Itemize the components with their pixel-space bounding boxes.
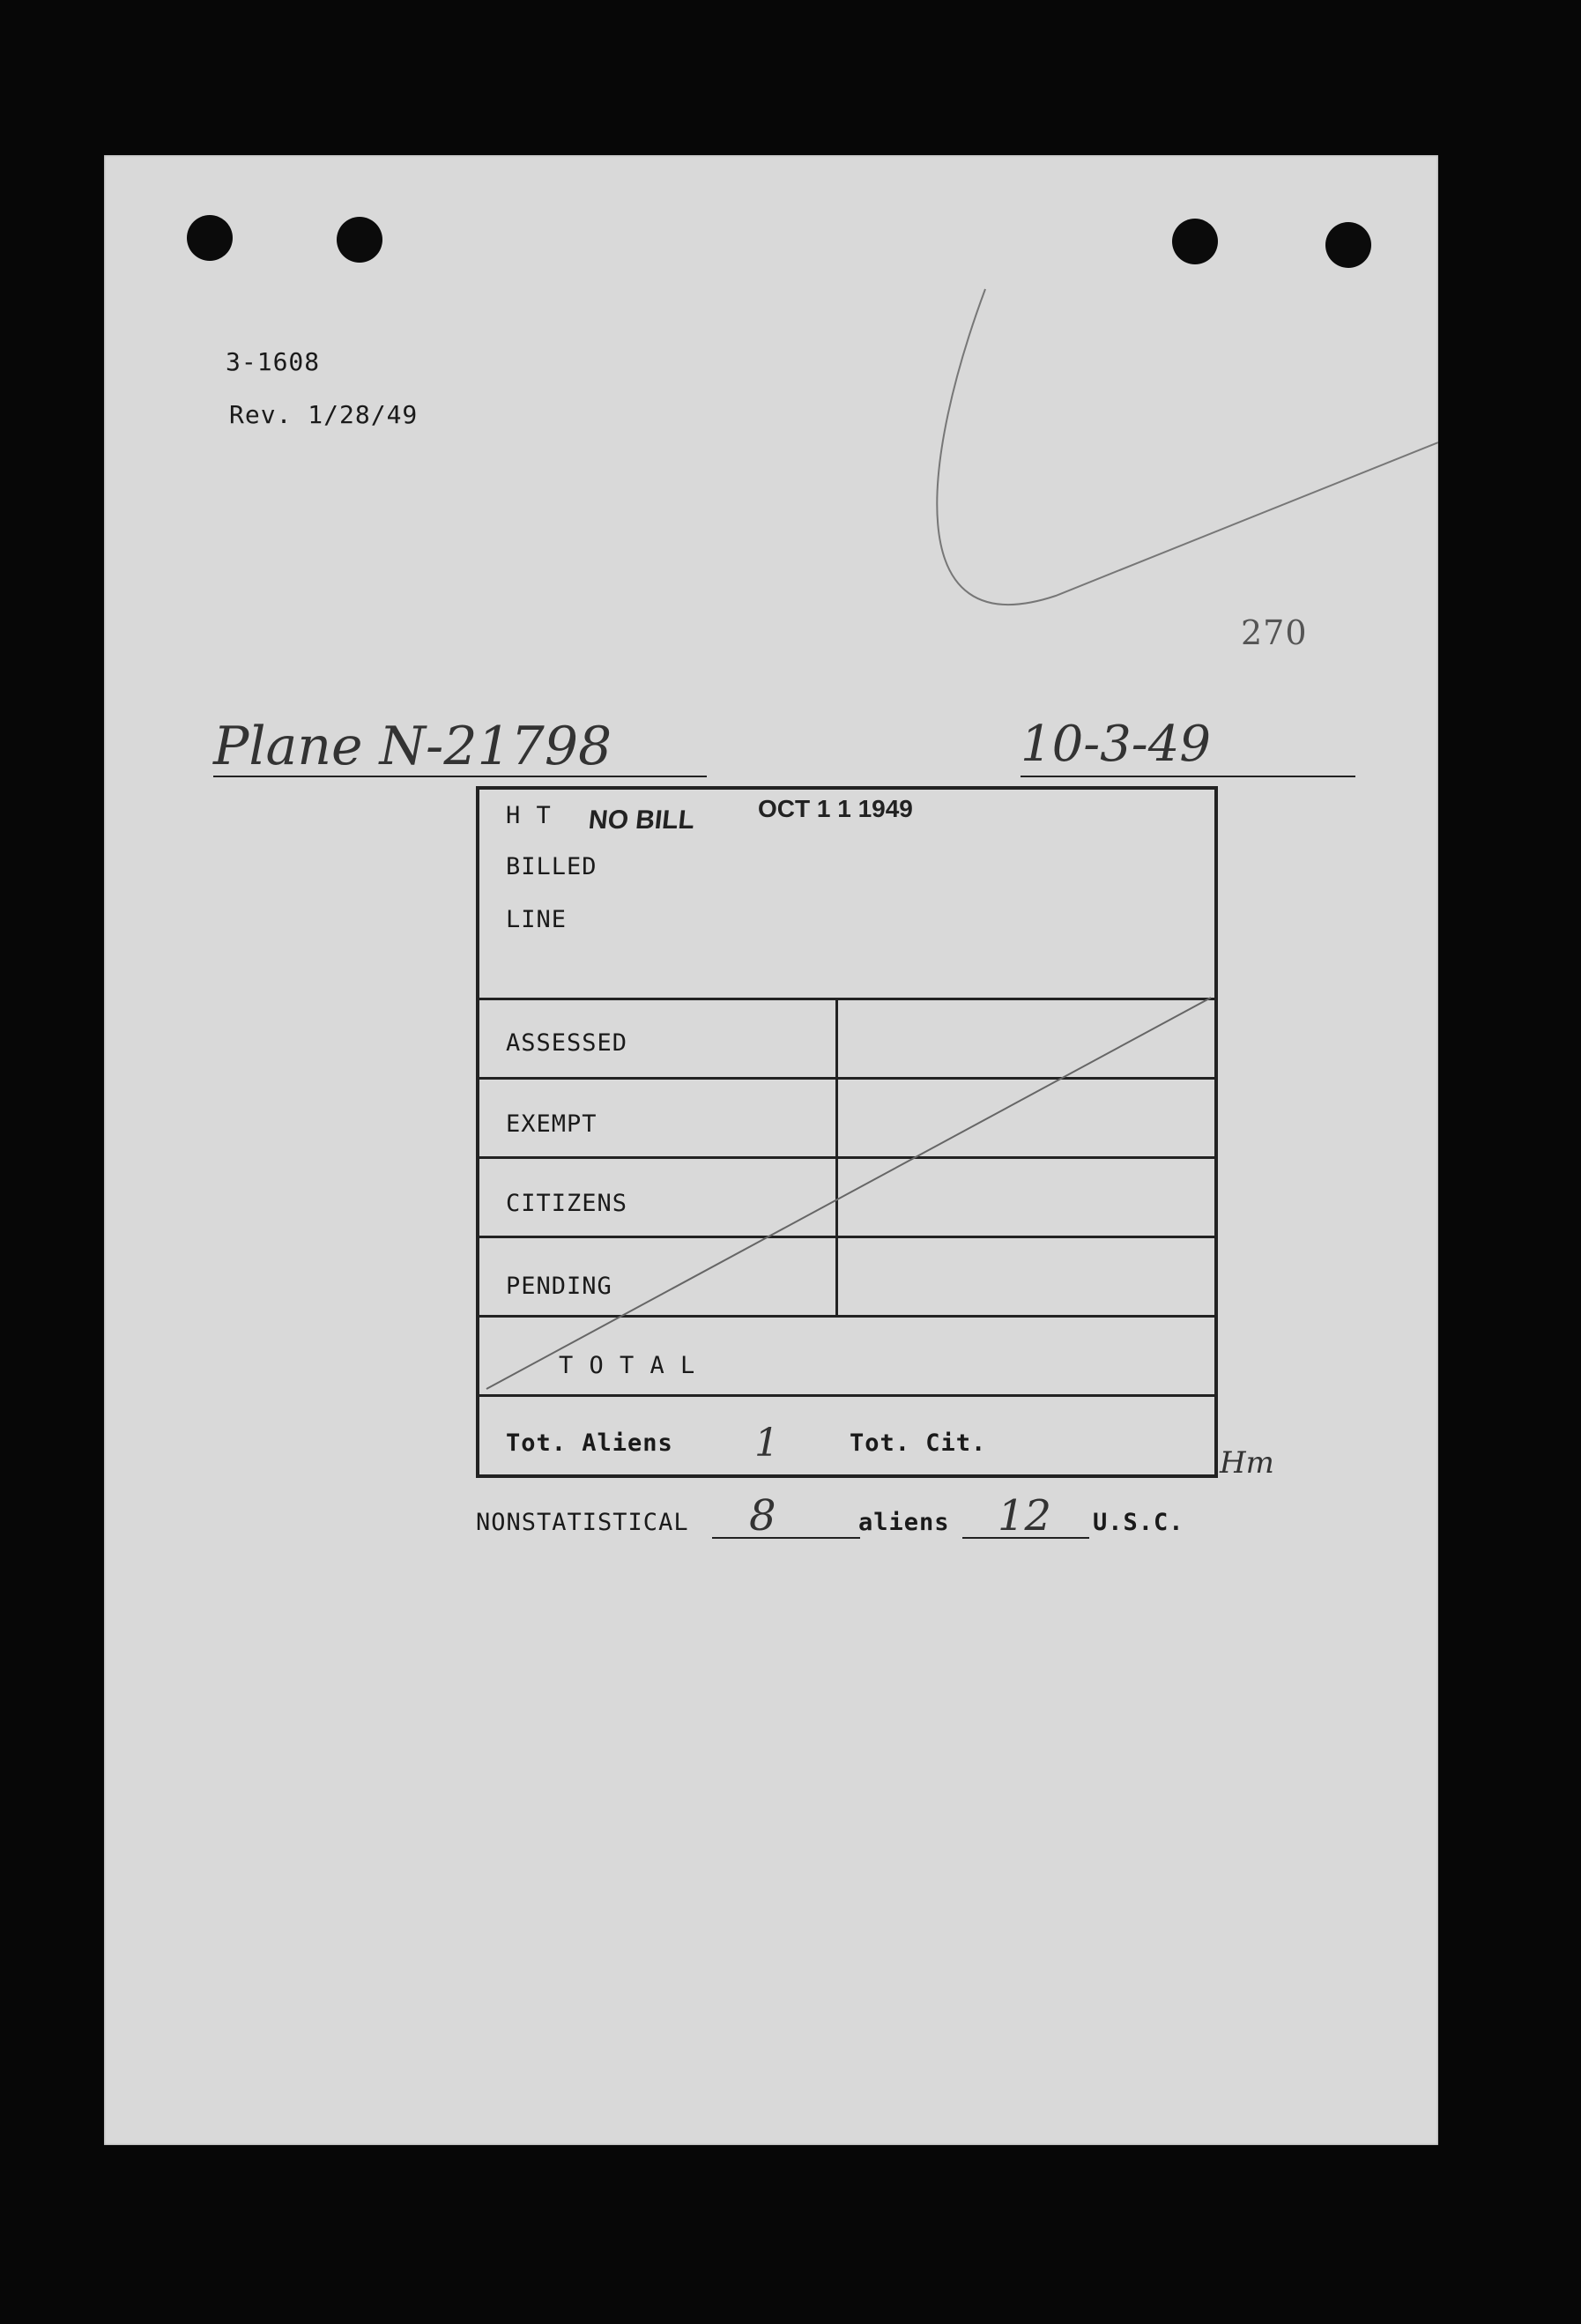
nonstat-label: NONSTATISTICAL xyxy=(476,1509,689,1536)
tot-aliens-label: Tot. Aliens xyxy=(506,1429,673,1457)
aliens-underline xyxy=(712,1537,860,1539)
strike-line-icon xyxy=(479,790,1221,1481)
tot-aliens-value: 1 xyxy=(754,1421,779,1466)
usc-label: U.S.C. xyxy=(1093,1509,1184,1536)
billed-label: BILLED xyxy=(506,853,598,880)
row-label-pending: PENDING xyxy=(506,1273,612,1300)
no-bill-stamp: NO BILL xyxy=(587,806,696,835)
form-revision: Rev. 1/28/49 xyxy=(229,400,419,429)
row-label-assessed: ASSESSED xyxy=(506,1029,628,1057)
initials: Hm xyxy=(1220,1445,1274,1481)
usc-underline xyxy=(962,1537,1089,1539)
date-underline xyxy=(1021,776,1355,777)
usc-value: 12 xyxy=(998,1491,1052,1541)
flight-underline xyxy=(213,776,707,777)
form-number: 3-1608 xyxy=(226,347,321,376)
total-label: T O T A L xyxy=(559,1352,696,1379)
arrival-date: 10-3-49 xyxy=(1021,716,1211,773)
nonstat-aliens-value: 8 xyxy=(749,1491,776,1541)
ht-label: H T xyxy=(506,802,552,829)
page-number: 270 xyxy=(1241,613,1308,652)
date-stamp: OCT 1 1 1949 xyxy=(758,795,913,822)
flight-number: Plane N-21798 xyxy=(213,716,612,777)
count-table xyxy=(476,786,1218,1478)
row-label-exempt: EXEMPT xyxy=(506,1110,598,1138)
tot-cit-label: Tot. Cit. xyxy=(850,1429,987,1457)
line-label: LINE xyxy=(506,906,568,933)
aliens-label: aliens xyxy=(858,1509,950,1536)
row-label-citizens: CITIZENS xyxy=(506,1190,628,1217)
